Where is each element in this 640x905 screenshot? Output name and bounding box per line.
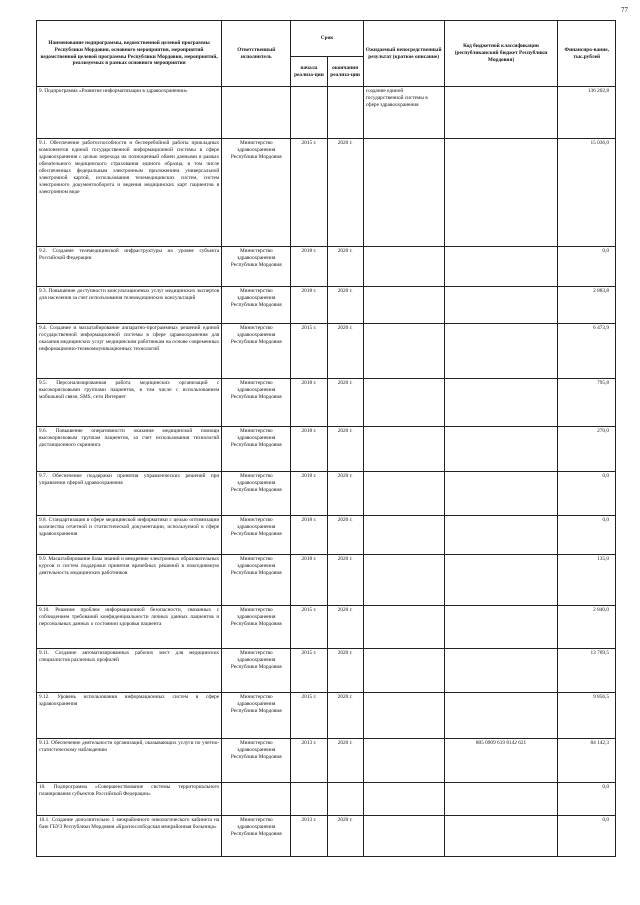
row-result <box>363 427 444 472</box>
row-code <box>444 606 558 649</box>
header-result: Ожидаемый непосредственный результат (краткое описание) <box>363 21 444 87</box>
row-code: 805 0909 619 8142 621 <box>444 739 558 783</box>
table-row <box>37 649 616 693</box>
row-code <box>444 379 558 427</box>
row-result <box>363 555 444 606</box>
row-executor: Министерство здравоохранения Республики Мордовия <box>222 606 291 649</box>
program-table <box>36 20 616 857</box>
row-code <box>444 783 558 816</box>
row-name: 9.2. Создание телемедицинской инфраструктуры на уровне субъекта Российской Федерации <box>37 247 222 287</box>
row-result <box>363 324 444 379</box>
row-end: 2020 г. <box>327 139 363 247</box>
row-end: 2020 г. <box>327 693 363 739</box>
row-end: 2020 г. <box>327 287 363 324</box>
row-end: 2020 г. <box>327 427 363 472</box>
row-result <box>363 379 444 427</box>
header-finance: Финансиро-вание, тыс.рублей <box>558 21 616 87</box>
row-executor: Министерство здравоохранения Республики Мордовия <box>222 555 291 606</box>
row-finance: 0,0 <box>558 816 616 857</box>
row-name: 9.5. Персонализированная работа медицинских организаций с высокорисковыми группами пациентов, в том числе с использованием мобильной связи, SMS, сети Интернет <box>37 379 222 427</box>
table-row <box>37 324 616 379</box>
row-name: 9.12. Уровень использования информационных систем в сфере здравоохранения <box>37 693 222 739</box>
row-name: 9.1. Обеспечение работоспособности и бесперебойной работы прикладных компонентов единой государственной информационной системы в сфере здравоохранения с целью перехода на полноценный обмен данными в рамках обязательного медицинского страхования единого образца, в том числе обеспеченных федеральным электронным приложением универсальной электронной картой, использования телемедицинских систем, систем электронного документооборота и ведения медицинских карт пациентов в электронном виде <box>37 139 222 247</box>
row-executor: Министерство здравоохранения Республики Мордовия <box>222 693 291 739</box>
header-name: Наименование подпрограммы, ведомственной целевой программы Республики Мордовия, основного мероприятия, мероприятий ведомственной целевой программы Республики Мордовия, мероприятий, реализуемых в рамках основного мероприятия <box>37 21 222 87</box>
row-finance: 84 142,3 <box>558 739 616 783</box>
row-start: 2013 г. <box>291 816 327 857</box>
row-name: 9.10. Решение проблем информационной безопасности, связанных с соблюдением требований конфиденциальности личных данных пациентов и персональных данных о состоянии здоровья пациента <box>37 606 222 649</box>
header-executor: Ответственный исполнитель <box>222 21 291 87</box>
table-row <box>37 816 616 857</box>
header-start: начала реализа-ции <box>291 57 327 87</box>
table-row <box>37 427 616 472</box>
row-result <box>363 247 444 287</box>
table-row <box>37 139 616 247</box>
row-start: 2015 г. <box>291 693 327 739</box>
row-name: 9.6. Повышение оперативности оказания медицинской помощи высокорисковым группам пациентов, за счет использования технологий дистанционного скрининга <box>37 427 222 472</box>
row-end <box>327 783 363 816</box>
row-start: 2018 г. <box>291 427 327 472</box>
row-name: 9. Подпрограмма «Развитие информатизации в здравоохранении» <box>37 87 222 139</box>
row-result <box>363 472 444 516</box>
row-finance: 6 473,9 <box>558 324 616 379</box>
table-row <box>37 783 616 816</box>
table-row <box>37 606 616 649</box>
table-row <box>37 287 616 324</box>
header-term: Срок <box>291 21 363 57</box>
row-code <box>444 427 558 472</box>
row-executor: Министерство здравоохранения Республики Мордовия <box>222 516 291 555</box>
row-end <box>327 87 363 139</box>
page-number: 77 <box>621 6 628 14</box>
row-end: 2020 г. <box>327 472 363 516</box>
row-name: 10.1. Создание дополнительно 1 межрайонного онкологического кабинета на базе ГБУЗ Республики Мордовия «Краснослободская межрайонная больница» <box>37 816 222 857</box>
row-start: 2015 г. <box>291 139 327 247</box>
row-executor: Министерство здравоохранения Республики Мордовия <box>222 324 291 379</box>
row-end: 2020 г. <box>327 555 363 606</box>
row-end: 2020 г. <box>327 516 363 555</box>
row-code <box>444 693 558 739</box>
header-end: окончания реализа-ции <box>327 57 363 87</box>
row-result <box>363 783 444 816</box>
row-executor: Министерство здравоохранения Республики Мордовия <box>222 739 291 783</box>
table-row <box>37 693 616 739</box>
row-name: 9.7. Обеспечение поддержки принятия управленческих решений при управлении сферой здравоохранения <box>37 472 222 516</box>
row-finance: 0,0 <box>558 516 616 555</box>
row-start: 2015 г. <box>291 649 327 693</box>
row-end: 2020 г. <box>327 379 363 427</box>
row-executor <box>222 87 291 139</box>
row-start: 2018 г. <box>291 287 327 324</box>
table-row <box>37 472 616 516</box>
row-start: 2015 г. <box>291 324 327 379</box>
row-result <box>363 649 444 693</box>
row-name: 9.3. Повышение доступности консультационных услуг медицинских экспертов для населения за счет использования телемедицинских консультаций <box>37 287 222 324</box>
row-finance: 136 202,8 <box>558 87 616 139</box>
row-finance: 2 883,8 <box>558 287 616 324</box>
row-end: 2020 г. <box>327 324 363 379</box>
row-executor: Министерство здравоохранения Республики Мордовия <box>222 287 291 324</box>
row-name: 10. Подпрограмма «Совершенствование системы территориального планирования субъектов Российской Федерации» <box>37 783 222 816</box>
row-code <box>444 516 558 555</box>
row-start: 2018 г. <box>291 516 327 555</box>
row-finance: 135,0 <box>558 555 616 606</box>
row-start <box>291 87 327 139</box>
header-code: Код бюджетной классификации (республиканский бюджет Республики Мордовия) <box>444 21 558 87</box>
table-row <box>37 87 616 139</box>
table-row <box>37 739 616 783</box>
row-result: создание единой государственной системы в сфере здравоохранения <box>363 87 444 139</box>
row-name: 9.9. Масштабирование базы знаний и внедрение электронных образовательных курсов и систем поддержки принятия врачебных решений в повседневную деятельность медицинских работников <box>37 555 222 606</box>
row-result <box>363 287 444 324</box>
row-name: 9.8. Стандартизация в сфере медицинской информатики с целью оптимизации количества отчетной и статистической документации, используемой в сфере здравоохранения <box>37 516 222 555</box>
row-result <box>363 516 444 555</box>
row-executor <box>222 783 291 816</box>
row-name: 9.13. Обеспечение деятельности организаций, оказывающих услуги по учетно-статистическому наблюдению <box>37 739 222 783</box>
row-finance: 2 840,0 <box>558 606 616 649</box>
row-executor: Министерство здравоохранения Республики Мордовия <box>222 427 291 472</box>
row-executor: Министерство здравоохранения Республики Мордовия <box>222 472 291 516</box>
table-body <box>37 87 616 857</box>
row-finance: 0,0 <box>558 472 616 516</box>
row-finance: 0,0 <box>558 783 616 816</box>
row-finance: 0,0 <box>558 247 616 287</box>
row-executor: Министерство здравоохранения Республики Мордовия <box>222 139 291 247</box>
row-code <box>444 87 558 139</box>
row-end: 2020 г. <box>327 739 363 783</box>
row-start: 2018 г. <box>291 472 327 516</box>
row-start: 2013 г. <box>291 739 327 783</box>
row-result <box>363 139 444 247</box>
row-code <box>444 555 558 606</box>
row-finance: 795,8 <box>558 379 616 427</box>
table-row <box>37 379 616 427</box>
row-start: 2015 г. <box>291 606 327 649</box>
row-start: 2018 г. <box>291 555 327 606</box>
table-row <box>37 555 616 606</box>
row-start: 2018 г. <box>291 247 327 287</box>
row-result <box>363 606 444 649</box>
row-finance: 270,0 <box>558 427 616 472</box>
row-code <box>444 816 558 857</box>
row-result <box>363 739 444 783</box>
row-code <box>444 472 558 516</box>
row-finance: 13 769,5 <box>558 649 616 693</box>
row-end: 2020 г. <box>327 247 363 287</box>
row-code <box>444 324 558 379</box>
row-start: 2018 г. <box>291 379 327 427</box>
row-code <box>444 139 558 247</box>
row-start <box>291 783 327 816</box>
row-executor: Министерство здравоохранения Республики Мордовия <box>222 816 291 857</box>
row-name: 9.4. Создание и масштабирование аппаратно-программных решений единой государственной информационной системы в сфере здравоохранения для оказания медицинских услуг медицинским работникам на основе современных информационно-телекоммуникационных технологий <box>37 324 222 379</box>
row-finance: 9 856,5 <box>558 693 616 739</box>
row-code <box>444 649 558 693</box>
row-end: 2020 г. <box>327 606 363 649</box>
table-row <box>37 516 616 555</box>
row-executor: Министерство здравоохранения Республики Мордовия <box>222 649 291 693</box>
row-finance: 15 036,0 <box>558 139 616 247</box>
row-executor: Министерство здравоохранения Республики Мордовия <box>222 247 291 287</box>
row-code <box>444 247 558 287</box>
row-result <box>363 693 444 739</box>
row-executor: Министерство здравоохранения Республики Мордовия <box>222 379 291 427</box>
row-end: 2020 г. <box>327 816 363 857</box>
row-name: 9.11. Создание автоматизированных рабочих мест для медицинских специалистов различных профилей <box>37 649 222 693</box>
row-result <box>363 816 444 857</box>
table-row <box>37 247 616 287</box>
row-end: 2020 г. <box>327 649 363 693</box>
row-code <box>444 287 558 324</box>
